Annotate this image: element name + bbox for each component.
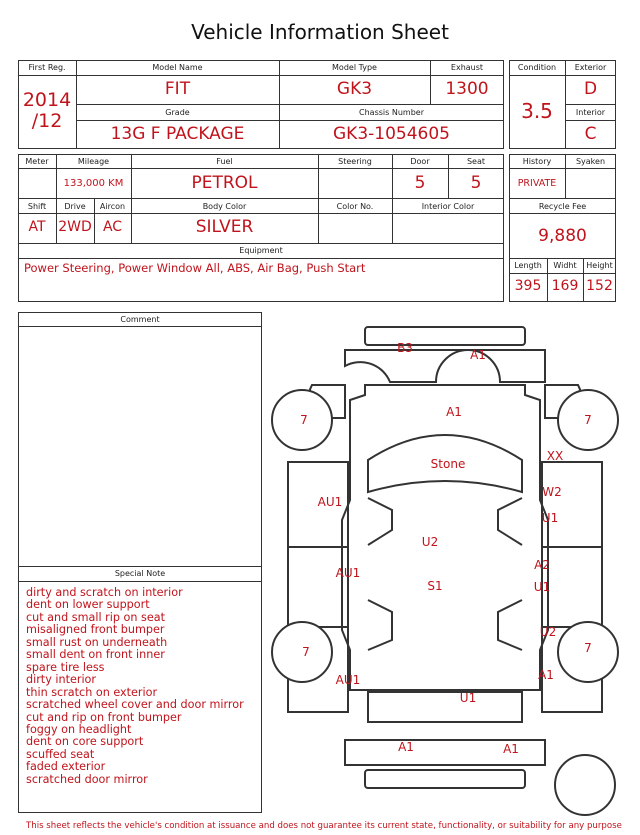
exterior-value: D: [583, 79, 598, 99]
width-value: 169: [551, 278, 579, 294]
mark-front-bumper-left: B3: [397, 341, 413, 355]
mark-rear-bumper-right: A1: [503, 742, 519, 756]
model-name-label: Model Name: [152, 63, 203, 72]
length-value: 395: [514, 278, 542, 294]
body-color-value: SILVER: [195, 217, 254, 237]
drive-label: Drive: [64, 202, 86, 211]
mark-roof: U2: [421, 535, 439, 549]
special-note-item: faded exterior: [26, 760, 106, 774]
first-reg-month: /12: [31, 110, 63, 132]
seat-label: Seat: [466, 157, 486, 166]
comment-label: Comment: [120, 315, 160, 324]
interior-label: Interior: [575, 108, 606, 117]
mark-quarter-right-1: U2: [539, 625, 557, 639]
syaken-label: Syaken: [575, 157, 606, 166]
exhaust-value: 1300: [445, 79, 489, 99]
equipment-label: Equipment: [239, 246, 283, 255]
mark-fender-right-2: U1: [541, 511, 559, 525]
condition-value: 3.5: [521, 99, 553, 123]
interior-color-label: Interior Color: [421, 202, 475, 211]
rear-bumper-outline: [365, 770, 525, 788]
mark-door-right-2: U1: [533, 580, 551, 594]
model-type-label: Model Type: [332, 63, 377, 72]
steering-label: Steering: [338, 157, 372, 166]
width-label: Widht: [553, 261, 577, 270]
chassis-label: Chassis Number: [359, 108, 424, 117]
special-note-label: Special Note: [114, 569, 166, 578]
body-color-label: Body Color: [202, 202, 247, 211]
special-note-item: dirty and scratch on interior: [26, 586, 183, 599]
mileage-label: Mileage: [77, 157, 110, 166]
disclaimer-footer: This sheet reflects the vehicle's condition at issuance and does not guarantee its current state, functionality, or suitability for any purpose: [26, 821, 622, 831]
mark-trunk: U1: [459, 691, 477, 705]
mark-hood: A1: [446, 405, 462, 419]
fuel-value: PETROL: [191, 173, 258, 193]
special-note-item: foggy on headlight: [26, 722, 132, 736]
mileage-value: 133,000 KM: [63, 178, 124, 189]
height-value: 152: [586, 278, 613, 294]
mark-seat: S1: [427, 579, 443, 593]
mark-quarter-left: AU1: [335, 673, 361, 687]
model-type-value: GK3: [336, 79, 373, 99]
front-bumper-outline: [365, 327, 525, 345]
interior-value: C: [584, 124, 597, 144]
mark-rear-bumper-left: A1: [398, 740, 414, 754]
aircon-label: Aircon: [99, 202, 126, 211]
model-name-value: FIT: [164, 79, 191, 99]
special-note-item: small dent on front inner: [26, 648, 165, 662]
spare-wheel: [555, 755, 615, 815]
special-note-item: thin scratch on exterior: [26, 685, 158, 699]
front-bumper-shape: [345, 350, 545, 382]
mark-wheel-rr: 7: [584, 641, 592, 655]
history-value: PRIVATE: [517, 178, 557, 189]
special-note-item: dent on lower support: [26, 598, 150, 612]
special-note-item: dent on core support: [26, 735, 144, 749]
equipment-value: Power Steering, Power Window All, ABS, Air Bag, Push Start: [24, 261, 366, 275]
mark-wheel-fl: 7: [300, 413, 308, 427]
mark-mirror-right: XX: [546, 449, 564, 463]
door-value: 5: [414, 173, 426, 193]
shift-label: Shift: [27, 202, 47, 211]
chassis-value: GK3-1054605: [333, 124, 450, 144]
color-no-label: Color No.: [336, 202, 374, 211]
special-note-item: spare tire less: [26, 660, 105, 674]
special-note-item: scratched wheel cover and door mirror: [26, 698, 244, 712]
right-door-outline: [542, 547, 602, 627]
length-label: Length: [514, 261, 542, 270]
mark-quarter-right-2: A1: [538, 668, 554, 682]
grade-label: Grade: [165, 108, 190, 117]
condition-label: Condition: [517, 63, 557, 72]
special-note-item: scuffed seat: [26, 747, 95, 761]
rear-window-outline: [368, 692, 522, 722]
mark-windshield: Stone: [430, 457, 466, 471]
door-label: Door: [410, 157, 430, 166]
special-note-item: dirty interior: [26, 673, 96, 687]
drive-value: 2WD: [58, 219, 92, 235]
special-note-item: misaligned front bumper: [26, 623, 165, 637]
mark-fender-left: AU1: [317, 495, 343, 509]
mark-front-bumper: A1: [470, 348, 486, 362]
exterior-label: Exterior: [574, 63, 607, 72]
special-note-item: scratched door mirror: [26, 772, 148, 786]
height-label: Height: [586, 261, 613, 270]
mark-wheel-fr: 7: [584, 413, 592, 427]
meter-label: Meter: [25, 157, 49, 166]
mark-door-rear-left: AU1: [335, 566, 361, 580]
aircon-value: AC: [102, 219, 123, 235]
mark-wheel-rl: 7: [302, 645, 310, 659]
history-label: History: [522, 157, 552, 166]
special-note-item: cut and small rip on seat: [26, 610, 165, 624]
mark-door-right-1: A2: [534, 558, 550, 572]
left-door-outline: [288, 547, 348, 627]
seat-value: 5: [470, 173, 482, 193]
mark-fender-right-1: W2: [542, 485, 562, 499]
fuel-label: Fuel: [216, 157, 233, 166]
right-fender-outline: [542, 462, 602, 547]
sheet-title: Vehicle Information Sheet: [191, 20, 449, 44]
first-reg-year: 2014: [22, 89, 72, 111]
special-note-item: small rust on underneath: [26, 635, 168, 649]
grade-value: 13G F PACKAGE: [110, 124, 245, 144]
special-note-item: cut and rip on front bumper: [26, 710, 182, 724]
recycle-fee-value: 9,880: [538, 226, 587, 246]
exhaust-label: Exhaust: [450, 63, 484, 72]
first-reg-label: First Reg.: [28, 63, 66, 72]
recycle-fee-label: Recycle Fee: [538, 202, 587, 211]
shift-value: AT: [28, 219, 46, 235]
